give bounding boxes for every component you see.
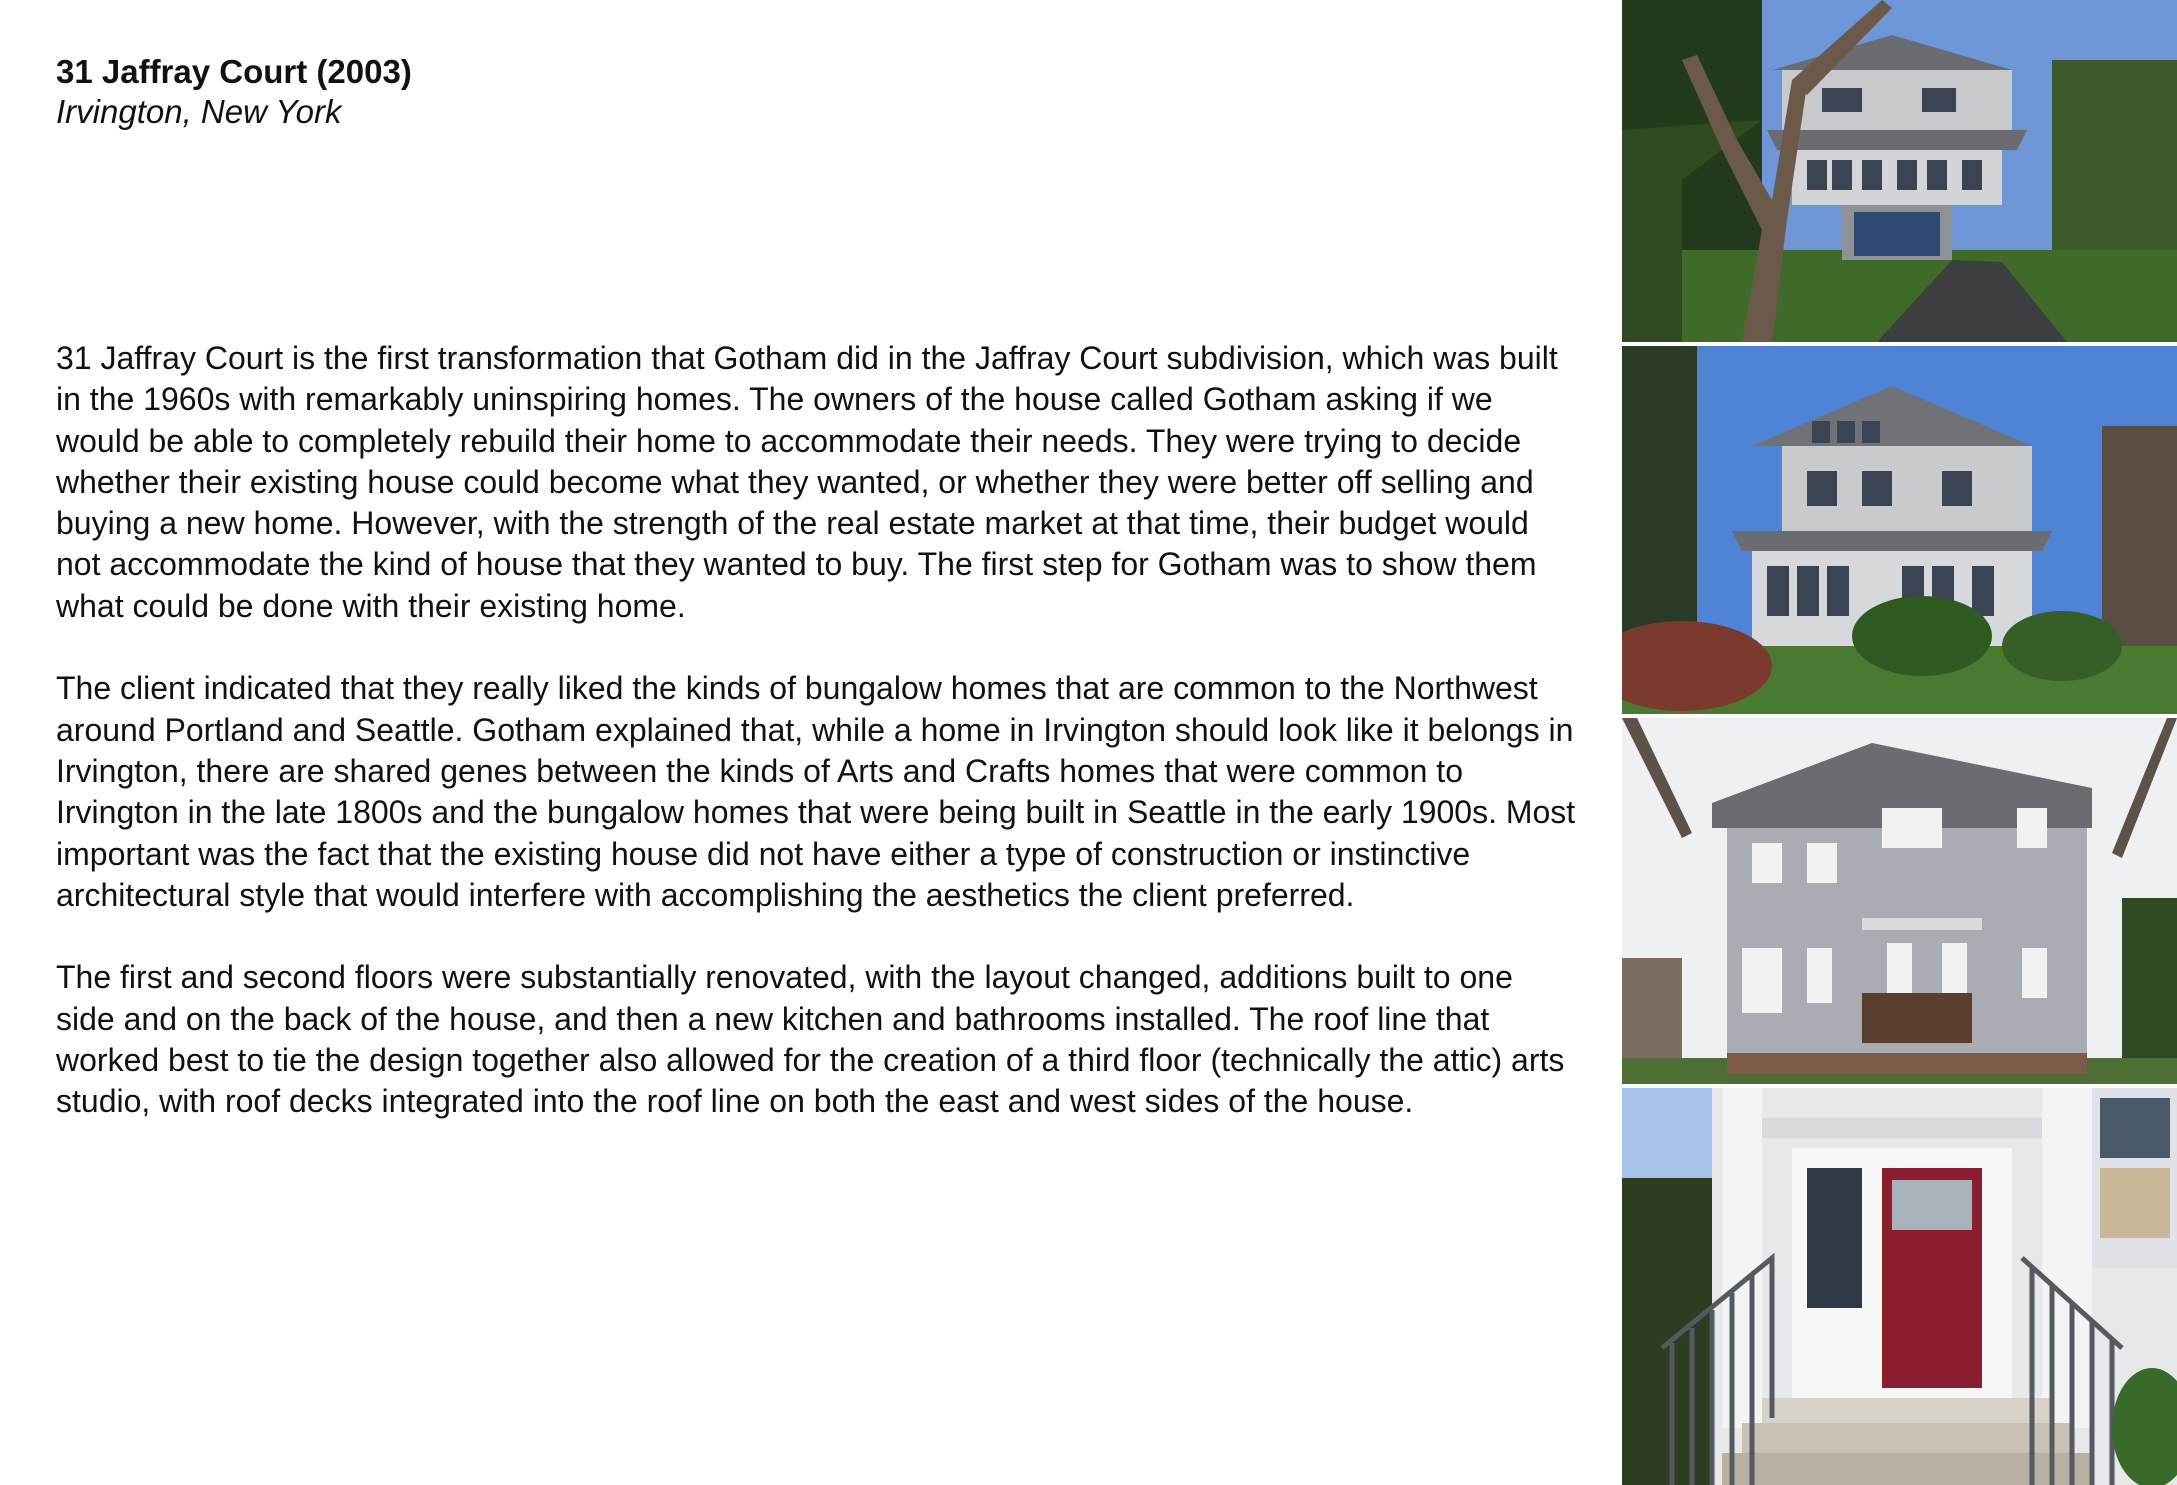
paragraph: The first and second floors were substantially renovated, with the layout changed, additions built to one side and on the back of the house, and then a new kitchen and bathrooms installed. The roof line that worked best to tie the design together also allowed for the creation of a third floor (technically the attic) arts studio, with roof decks integrated into the roof line on both the east and west sides of the house. [56, 959, 1565, 1120]
description [56, 338, 1576, 1164]
entry-door-photo [1622, 1088, 2177, 1485]
paragraph: The client indicated that they really liked the kinds of bungalow homes that are common to the Northwest around Portland and Seattle. Gotham explained that, while a home in Irvington should look like it belongs in Irvington, there are shared genes between the kinds of Arts and Crafts homes that were common to Irvington in the late 1800s and the bungalow homes that were being built in Seattle in the early 1900s. Most important was the fact that the existing house did not have either a type of construction or instinctive architectural style that would interfere with accomplishing the aesthetics the client preferred. [56, 670, 1576, 913]
paragraph: 31 Jaffray Court is the first transformation that Gotham did in the Jaffray Court subdivision, which was built in the 1960s with remarkably uninspiring homes. The owners of the house called Gotham asking if we would be able to completely rebuild their home to accommodate their needs. They were trying to decide whether their existing house could become what they wanted, or whether they were better off selling and buying a new home. However, with the strength of the real estate market at that time, their budget would not accommodate the kind of house that they wanted to buy. The first step for Gotham was to show them what could be done with their existing home. [56, 340, 1558, 624]
side-angle-photo [1622, 346, 2177, 714]
header [56, 52, 1576, 132]
page-title: 31 Jaffray Court (2003) [56, 53, 412, 90]
page-subtitle-location: Irvington, New York [56, 93, 342, 130]
rear-elevation-photo [1622, 718, 2177, 1084]
front-elevation-photo [1622, 0, 2177, 342]
photo-column [1622, 0, 2177, 1485]
